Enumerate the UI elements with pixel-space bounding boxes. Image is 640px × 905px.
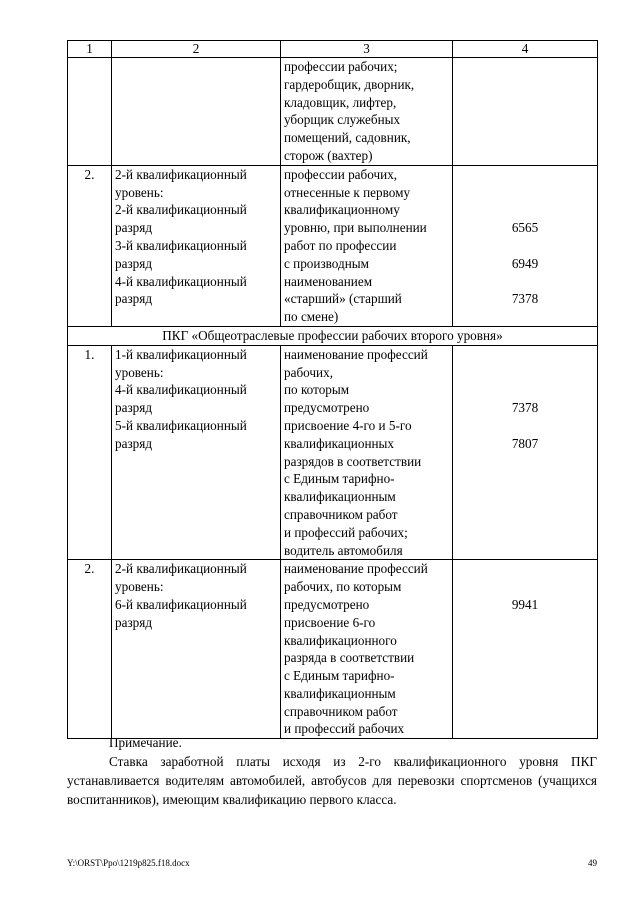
table-row <box>68 560 598 739</box>
group-title-row <box>68 326 598 345</box>
row-number <box>68 58 112 166</box>
salary-value: 6565 6949 7378 <box>453 165 598 326</box>
salary-value: 9941 <box>453 560 598 739</box>
row-number: 2. <box>68 560 112 739</box>
profession-description: профессии рабочих; гардеробщик, дворник, кладовщик, лифтер, уборщик служебных помещений, садовник, сторож (вахтер) <box>281 58 453 166</box>
note-section <box>67 733 597 809</box>
row-number: 2. <box>68 165 112 326</box>
salary-value: 7378 7807 <box>453 345 598 560</box>
page-footer <box>67 858 597 868</box>
table-row <box>68 58 598 166</box>
profession-description: профессии рабочих, отнесенные к первому квалификационному уровню, при выполнении работ по профессии с производным наименованием «старший» (старший по смене) <box>281 165 453 326</box>
table-row <box>68 345 598 560</box>
header-col-2: 2 <box>112 41 281 58</box>
note-text: Ставка заработной платы исходя из 2-го квалификационного уровня ПКГ устанавливается водителям автомобилей, автобусов для перевозки спортсменов (учащихся воспитанников), имеющим квалификацию первого класса. <box>67 754 597 807</box>
file-path: Y:\ORST\Ppo\1219p825.f18.docx <box>67 858 190 868</box>
profession-description: наименование профессий рабочих, по которым предусмотрено присвоение 6-го квалификационного разряда в соответствии с Единым тарифно- квалификационным справочником работ и профессий рабочих <box>281 560 453 739</box>
salary-value <box>453 58 598 166</box>
qualification-level: 1-й квалификационный уровень: 4-й квалификационный разряд 5-й квалификационный разряд <box>112 345 281 560</box>
qualification-level <box>112 58 281 166</box>
table-row <box>68 165 598 326</box>
qualification-level: 2-й квалификационный уровень: 2-й квалификационный разряд 3-й квалификационный разряд 4-й квалификационный разряд <box>112 165 281 326</box>
table-header-row <box>68 41 598 58</box>
row-number: 1. <box>68 345 112 560</box>
header-col-1: 1 <box>68 41 112 58</box>
group-title: ПКГ «Общеотраслевые профессии рабочих второго уровня» <box>68 326 598 345</box>
note-title: Примечание. <box>109 735 182 750</box>
profession-description: наименование профессий рабочих, по которым предусмотрено присвоение 4-го и 5-го квалификационных разрядов в соответствии с Единым тарифно- квалификационным справочником работ и профессий рабочих; водитель автомобиля <box>281 345 453 560</box>
salary-table <box>67 40 598 739</box>
qualification-level: 2-й квалификационный уровень: 6-й квалификационный разряд <box>112 560 281 739</box>
header-col-3: 3 <box>281 41 453 58</box>
page-number: 49 <box>588 858 597 868</box>
header-col-4: 4 <box>453 41 598 58</box>
